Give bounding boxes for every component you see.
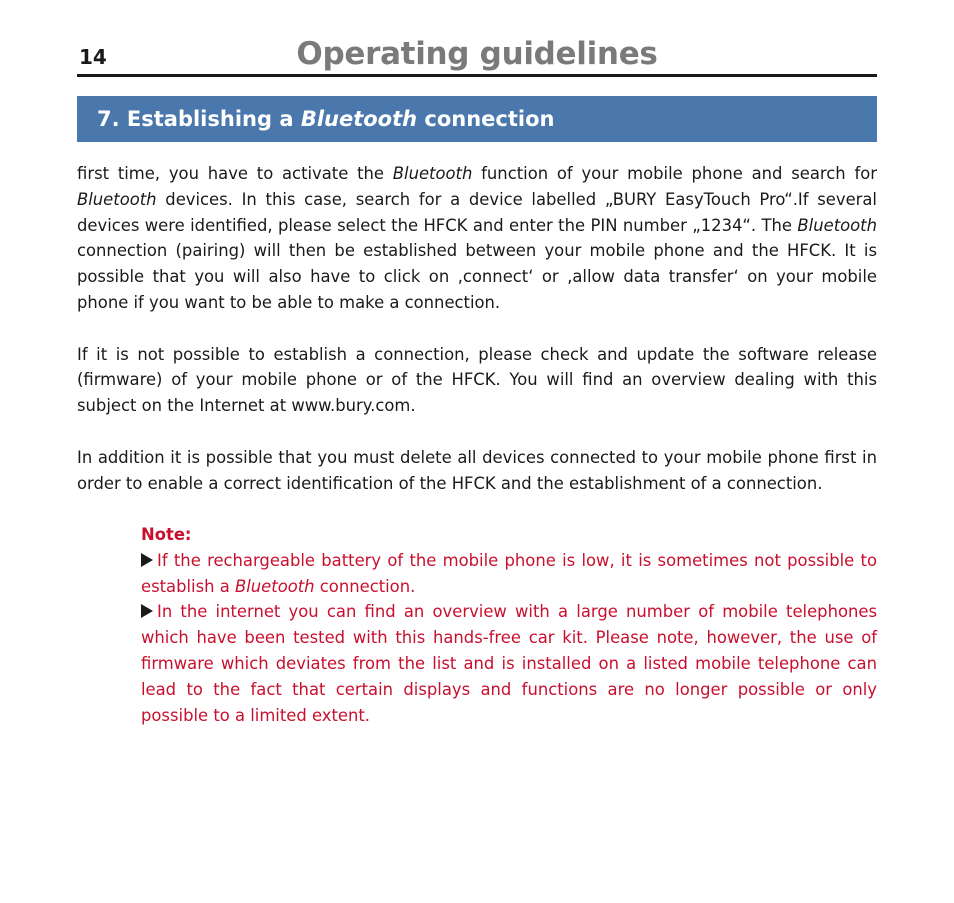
text-segment: connection (pairing) will then be established between your mobile phone and the HFCK. It is possible that you will also have to click on ‚connect‘ or ‚allow data transfer‘ on your mobile phone if you want to be able to make a connection. (77, 241, 877, 312)
section-heading-italic: Bluetooth (300, 107, 418, 131)
paragraph-firmware: If it is not possible to establish a connection, please check and update the software release (firmware) of your mobile phone or of the HFCK. You will find an overview dealing with this subject on the Internet at www.bury.com. (77, 344, 877, 416)
page-header (77, 30, 877, 77)
text-segment: If the rechargeable battery of the mobile phone is low, it is sometimes not possible to establish a (141, 550, 877, 596)
text-segment: connection. (314, 576, 416, 596)
text-segment: In the internet you can find an overview with a large number of mobile telephones which have been tested with this hands-free car kit. Please note, however, the use of firmware which deviates from the list and is installed on a listed mobile telephone can lead to the fact that certain displays and functions are no longer possible or only possible to a limited extent. (141, 602, 877, 725)
text-italic: Bluetooth (77, 189, 157, 209)
paragraph-pairing (77, 161, 877, 316)
page-number: 14 (79, 45, 107, 69)
body-content (77, 161, 877, 522)
text-segment: devices. In this case, search for a device labelled „BURY EasyTouch Pro“.If several devices were identified, please select the HFCK and enter the PIN number „1234“. The (77, 189, 877, 235)
arrow-right-icon (141, 604, 153, 618)
arrow-right-icon (141, 553, 153, 567)
paragraph-delete-devices: In addition it is possible that you must delete all devices connected to your mobile phone first in order to enable a correct identification of the HFCK and the establishment of a connection. (77, 447, 877, 493)
text-segment: function of your mobile phone and search for (472, 164, 877, 183)
note-item-firmware-list (141, 599, 877, 728)
text-italic: Bluetooth (235, 576, 315, 596)
note-item-battery (141, 548, 877, 600)
section-heading (97, 107, 555, 131)
text-italic: Bluetooth (797, 215, 877, 235)
text-segment: first time, you have to activate the (77, 164, 393, 183)
section-heading-suffix: connection (417, 107, 555, 131)
note-heading: Note: (141, 525, 192, 544)
page-title: Operating guidelines (296, 36, 658, 72)
note-box (141, 522, 877, 728)
text-italic: Bluetooth (392, 164, 473, 183)
section-heading-banner (77, 96, 877, 142)
section-heading-prefix: 7. Establishing a (97, 107, 301, 131)
